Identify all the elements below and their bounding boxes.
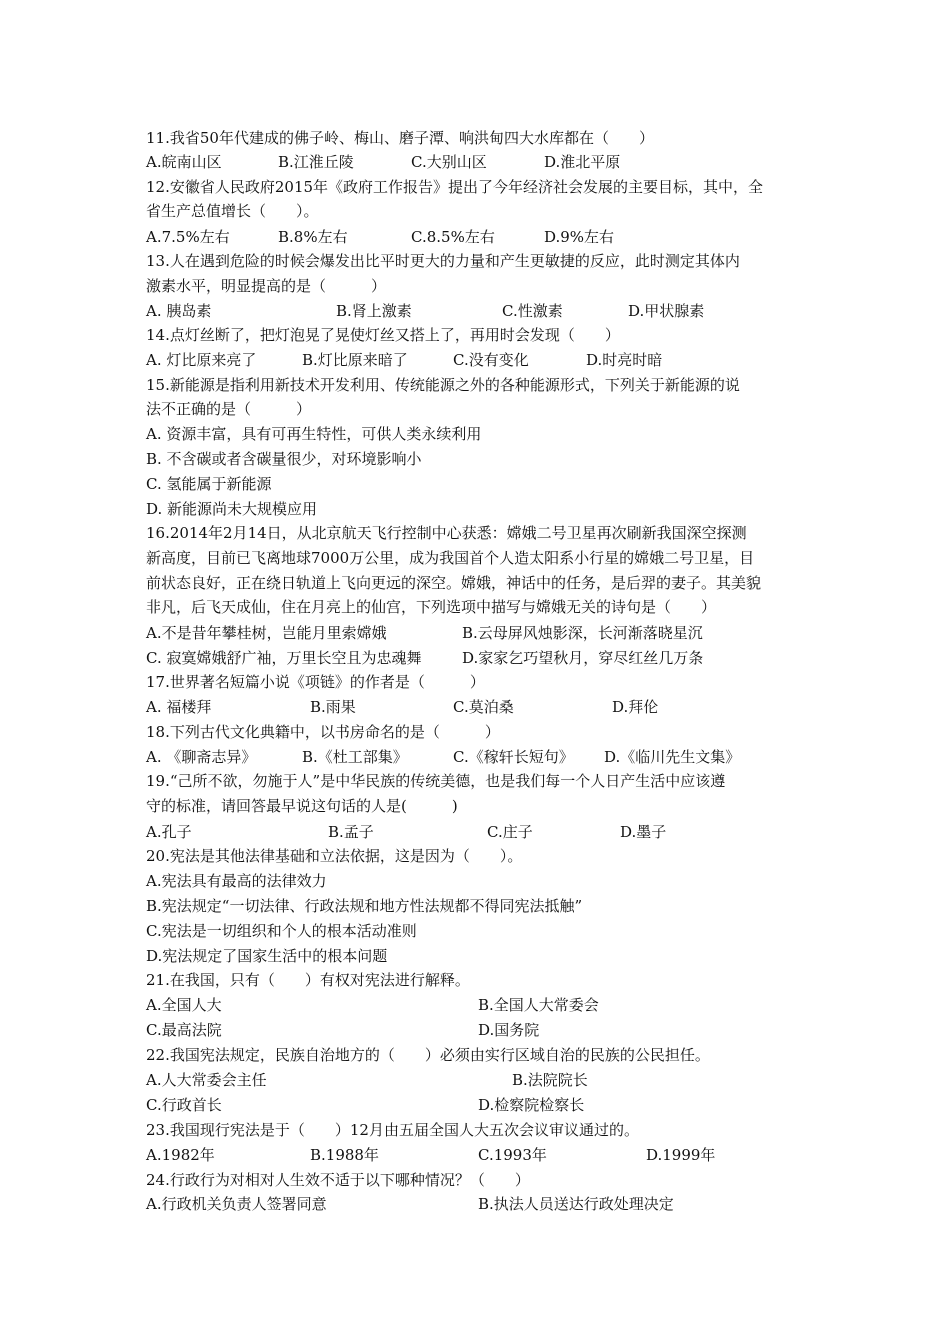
question-19-option-a: A.孔子 [146,823,192,841]
question-12-option-a: A.7.5%左右 [146,228,230,246]
question-16-stem-line-4: 非凡，后飞天成仙，住在月亮上的仙宫，下列选项中描写与嫦娥无关的诗句是（ ） [146,598,717,616]
question-19-option-d: D.墨子 [620,823,667,841]
question-16-stem-line-3: 前状态良好，正在绕日轨道上飞向更远的深空。嫦娥，神话中的任务，是后羿的妻子。其美貌 [146,574,762,592]
question-16-stem-line-1: 16.2014年2月14日，从北京航天飞行控制中心获悉：嫦娥二号卫星再次刷新我国深空探测 [146,524,747,542]
question-24-option-a: A.行政机关负责人签署同意 [146,1195,327,1213]
question-16-option-b: B.云母屏风烛影深，长河渐落晓星沉 [462,624,703,642]
question-11-option-b: B.江淮丘陵 [278,153,354,171]
question-19-option-b: B.孟子 [328,823,374,841]
question-15-option-d: D. 新能源尚未大规模应用 [146,500,318,518]
question-12-option-b: B.8%左右 [278,228,348,246]
question-23-option-d: D.1999年 [646,1146,716,1164]
question-22-option-a: A.人大常委会主任 [146,1071,267,1089]
question-14-stem: 14.点灯丝断了，把灯泡晃了晃使灯丝又搭上了，再用时会发现（ ） [146,326,620,344]
question-12-option-d: D.9%左右 [544,228,615,246]
question-13-option-b: B.肾上激素 [336,302,412,320]
question-12-stem-line-1: 12.安徽省人民政府2015年《政府工作报告》提出了今年经济社会发展的主要目标，其中，全 [146,178,764,196]
question-14-option-c: C.没有变化 [453,351,529,369]
question-16-option-d: D.家家乞巧望秋月，穿尽红丝几万条 [462,649,704,667]
question-15-option-b: B. 不含碳或者含碳量很少，对环境影响小 [146,450,422,468]
question-14-option-b: B.灯比原来暗了 [302,351,408,369]
question-17-option-b: B.雨果 [310,698,356,716]
question-16-stem-line-2: 新高度，目前已飞离地球7000万公里，成为我国首个人造太阳系小行星的嫦娥二号卫星，目 [146,549,755,567]
question-14-option-d: D.时亮时暗 [586,351,663,369]
question-23-option-a: A.1982年 [146,1146,215,1164]
question-21-stem: 21.在我国，只有（ ）有权对宪法进行解释。 [146,971,470,989]
question-21-option-a: A.全国人大 [146,996,222,1014]
question-13-option-d: D.甲状腺素 [628,302,705,320]
question-21-option-c: C.最高法院 [146,1021,222,1039]
question-13-stem-line-2: 激素水平，明显提高的是（ ） [146,277,387,295]
question-17-stem: 17.世界著名短篇小说《项链》的作者是（ ） [146,673,485,691]
question-17-option-a: A. 福楼拜 [146,698,212,716]
question-12-option-c: C.8.5%左右 [411,228,495,246]
question-17-option-d: D.拜伦 [612,698,659,716]
question-23-stem: 23.我国现行宪法是于（ ）12月由五届全国人大五次会议审议通过的。 [146,1121,639,1139]
question-18-option-d: D.《临川先生文集》 [604,748,741,766]
question-20-option-b: B.宪法规定“一切法律、行政法规和地方性法规都不得同宪法抵触” [146,897,583,915]
question-11-stem: 11.我省50年代建成的佛子岭、梅山、磨子潭、响洪甸四大水库都在（ ） [146,129,654,147]
question-11-option-c: C.大别山区 [411,153,487,171]
question-21-option-b: B.全国人大常委会 [478,996,599,1014]
question-20-option-c: C.宪法是一切组织和个人的根本活动准则 [146,922,417,940]
question-18-option-c: C.《稼轩长短句》 [453,748,574,766]
question-23-option-c: C.1993年 [478,1146,547,1164]
question-16-option-a: A.不是昔年攀桂树，岂能月里索嫦娥 [146,624,387,642]
question-11-option-a: A.皖南山区 [146,153,222,171]
question-24-option-b: B.执法人员送达行政处理决定 [478,1195,674,1213]
question-15-option-a: A. 资源丰富，具有可再生特性，可供人类永续利用 [146,425,482,443]
question-19-stem-line-2: 守的标准，请回答最早说这句话的人是( ) [146,797,458,815]
question-15-stem-line-1: 15.新能源是指利用新技术开发利用、传统能源之外的各种能源形式，下列关于新能源的说 [146,376,740,394]
question-18-option-b: B.《杜工部集》 [302,748,408,766]
question-15-option-c: C. 氢能属于新能源 [146,475,272,493]
question-14-option-a: A. 灯比原来亮了 [146,351,257,369]
question-22-option-d: D.检察院检察长 [478,1096,585,1114]
question-13-option-c: C.性激素 [502,302,563,320]
question-17-option-c: C.莫泊桑 [453,698,514,716]
question-20-stem: 20.宪法是其他法律基础和立法依据，这是因为（ ）。 [146,847,523,865]
question-22-stem: 22.我国宪法规定，民族自治地方的（ ）必须由实行区域自治的民族的公民担任。 [146,1046,710,1064]
question-16-option-c: C. 寂寞嫦娥舒广袖，万里长空且为忠魂舞 [146,649,422,667]
question-15-stem-line-2: 法不正确的是（ ） [146,400,312,418]
question-19-option-c: C.庄子 [487,823,533,841]
question-24-stem: 24.行政行为对相对人生效不适于以下哪种情况？（ ） [146,1171,530,1189]
question-12-stem-line-2: 省生产总值增长（ ）。 [146,202,319,220]
question-22-option-b: B.法院院长 [512,1071,588,1089]
question-19-stem-line-1: 19.“己所不欲，勿施于人”是中华民族的传统美德，也是我们每一个人日产生活中应该遵 [146,772,726,790]
question-13-stem-line-1: 13.人在遇到危险的时候会爆发出比平时更大的力量和产生更敏捷的反应，此时测定其体内 [146,252,740,270]
question-23-option-b: B.1988年 [310,1146,379,1164]
question-22-option-c: C.行政首长 [146,1096,222,1114]
question-18-option-a: A. 《聊斋志异》 [146,748,257,766]
question-21-option-d: D.国务院 [478,1021,540,1039]
question-18-stem: 18.下列古代文化典籍中，以书房命名的是（ ） [146,723,500,741]
question-20-option-d: D.宪法规定了国家生活中的根本问题 [146,947,388,965]
question-20-option-a: A.宪法具有最高的法律效力 [146,872,327,890]
question-11-option-d: D.淮北平原 [544,153,621,171]
question-13-option-a: A. 胰岛素 [146,302,212,320]
